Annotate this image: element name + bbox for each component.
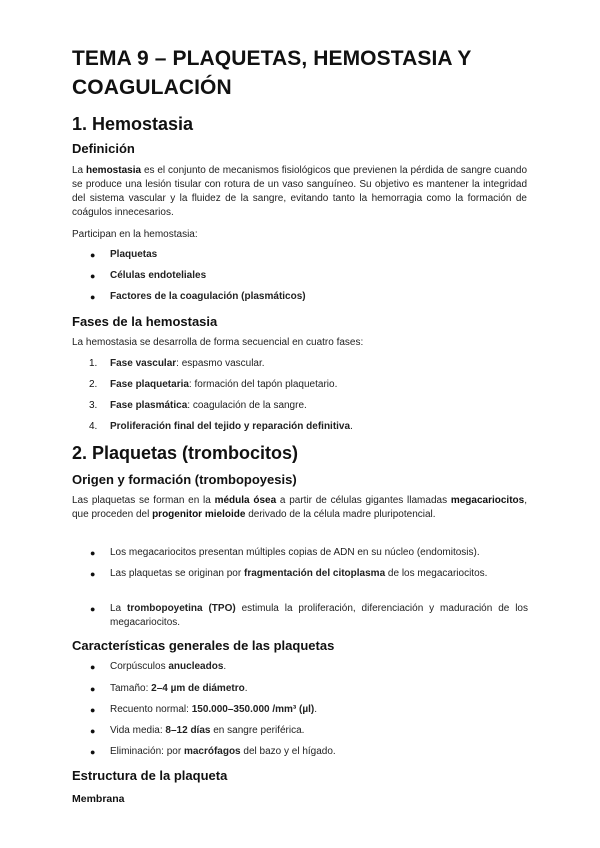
list-item [110,399,528,413]
bullet-icon: ● [90,604,96,614]
bold-term: trombopoyetina (TPO) [127,603,236,614]
bullet-icon: ● [90,726,96,736]
bold-term: 2–4 µm de diámetro [151,683,245,694]
text-run: Tamaño: [110,683,149,694]
bold-term: 8–12 días [165,725,211,736]
list-number: 2. [89,379,98,390]
bold-term: Plaquetas [110,249,158,260]
text-run: derivado de la célula madre pluripotencial. [248,509,436,520]
text-run: La [72,165,84,176]
text-run: Corpúsculos [110,661,166,672]
list-item [110,703,528,717]
bullet-icon: ● [90,250,96,260]
list-item [110,602,528,630]
list-item [110,420,528,434]
list-item: Los megacariocitos presentan múltiples copias de ADN en su núcleo (endomitosis). [110,547,480,558]
list-number: 3. [89,400,98,411]
section-heading-hemostasia: 1. Hemostasia [72,114,194,134]
subheading-fases: Fases de la hemostasia [72,314,218,329]
bold-term: Células endoteliales [110,270,207,281]
list-item [110,724,528,738]
bold-term: progenitor mieloide [152,509,246,520]
participants-intro: Participan en la hemostasia: [72,229,198,240]
text-run: : formación del tapón plaquetario. [188,379,338,390]
text-run: a partir de células gigantes llamadas [279,495,448,506]
bold-term: médula ósea [214,495,277,506]
phases-intro: La hemostasia se desarrolla de forma secuencial en cuatro fases: [72,337,364,348]
bold-term: Proliferación final del tejido y reparación definitiva [110,421,351,432]
text-run: , que proceden del [72,495,527,520]
text-run: . [314,704,318,715]
subheading-estructura: Estructura de la plaqueta [72,768,228,783]
bold-term: fragmentación del citoplasma [243,568,386,579]
text-run: Las plaquetas se originan por [110,568,242,579]
subheading-origen: Origen y formación (trombopoyesis) [72,472,297,487]
bullet-icon: ● [90,684,96,694]
list-item [110,378,528,392]
bold-term: Fase plasmática [110,400,188,411]
list-item [110,248,528,262]
bold-term: 150.000–350.000 /mm³ (µl) [191,704,315,715]
list-item [110,745,528,759]
list-item [110,567,528,581]
bullet-icon: ● [90,271,96,281]
text-run: . [244,683,248,694]
subheading-caracteristicas: Características generales de las plaquetas [72,638,335,653]
list-number: 1. [89,358,98,369]
text-run: de los megacariocitos. [387,568,488,579]
text-run: en sangre periférica. [213,725,305,736]
text-run: Las plaquetas se forman en la [72,495,211,506]
bold-term: Fase vascular [110,358,177,369]
bold-term: hemostasia [86,165,142,176]
bold-term: Factores de la coagulación (plasmáticos) [110,291,306,302]
page-title: TEMA 9 – PLAQUETAS, HEMOSTASIA Y COAGULACIÓN [72,47,472,99]
bold-term: Fase plaquetaria [110,379,189,390]
text-run: Eliminación: por [110,746,182,757]
text-run: . [350,421,353,432]
bullet-icon: ● [90,747,96,757]
list-item [110,290,528,304]
subheading-membrana: Membrana [72,793,125,805]
list-item [110,269,528,283]
bold-term: macrófagos [183,746,241,757]
text-run: : espasmo vascular. [176,358,265,369]
bullet-icon: ● [90,662,96,672]
text-run: es el conjunto de mecanismos fisiológicos que previenen la pérdida de sangre cuando se produce una lesión tisular con rotura de un vaso sanguíneo. Su objetivo es mantener la integridad del sistema vascular y la fluidez de la sangre, evitando tanto la hemorragia como la formación de coágulos innecesarios. [72,165,528,218]
bullet-icon: ● [90,705,96,715]
bullet-icon: ● [90,569,96,579]
section-heading-plaquetas: 2. Plaquetas (trombocitos) [72,443,299,463]
text-run: del bazo y el hígado. [243,746,336,757]
subheading-definicion: Definición [72,141,135,156]
list-item [110,357,528,371]
list-item [110,682,528,696]
text-run: estimula la proliferación, diferenciación y maduración de los megacariocitos. [110,603,528,628]
text-run: . [223,661,227,672]
list-number: 4. [89,421,98,432]
bullet-icon: ● [90,548,96,558]
text-run: Recuento normal: [110,704,189,715]
list-item [110,660,528,674]
origin-paragraph [72,494,527,522]
text-run: Vida media: [110,725,163,736]
bold-term: megacariocitos [450,495,525,506]
definition-paragraph [72,164,527,220]
text-run: : coagulación de la sangre. [187,400,307,411]
text-run: La [110,603,122,614]
bullet-icon: ● [90,292,96,302]
bold-term: anucleados [168,661,224,672]
